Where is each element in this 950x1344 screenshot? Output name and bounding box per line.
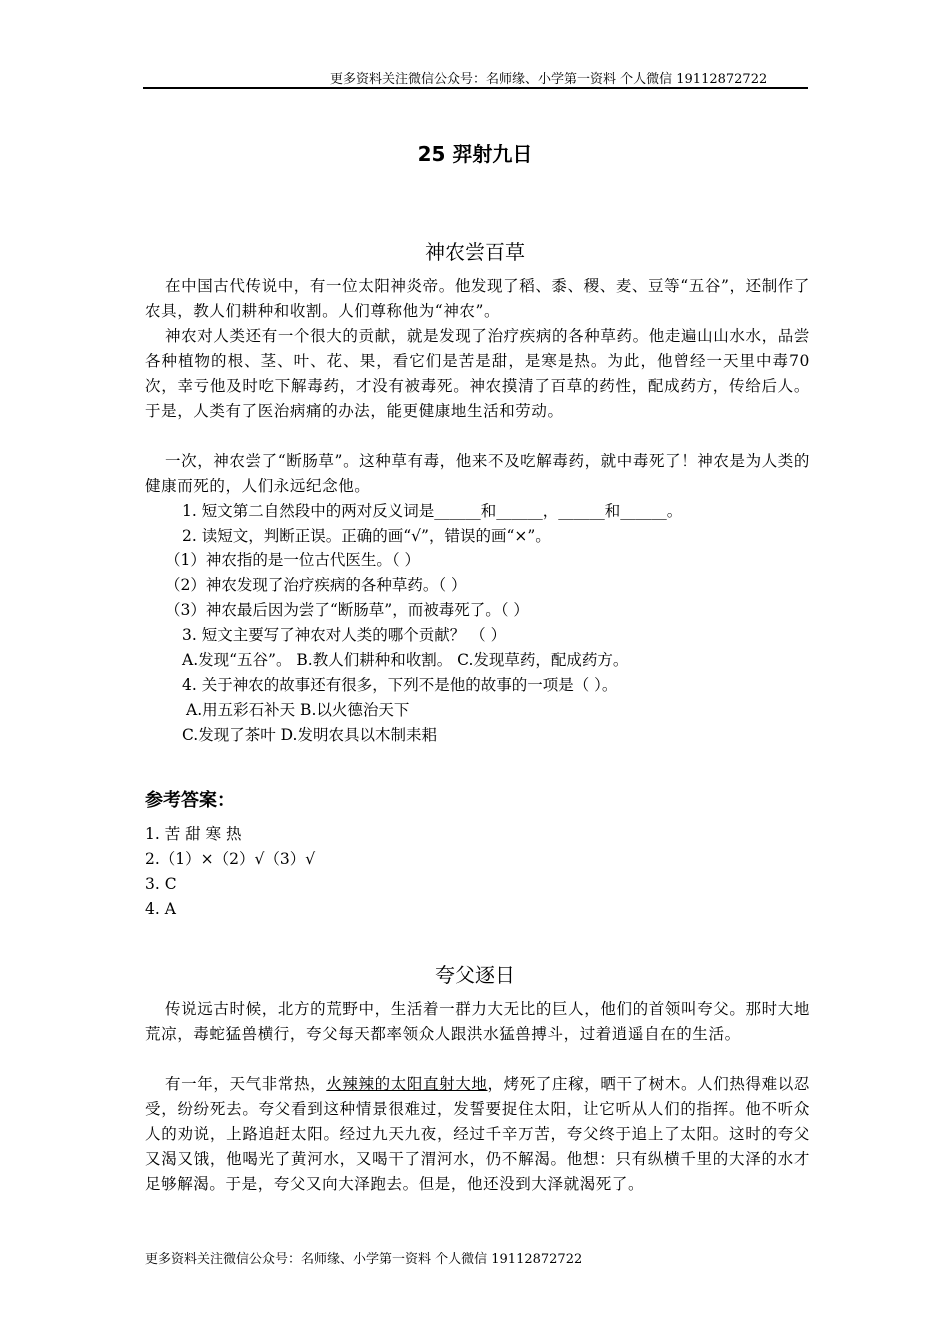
question-2-item-3: （3）神农最后因为尝了“断肠草”，而被毒死了。（ ） (165, 601, 529, 619)
section-title-shennong: 神农尝百草 (425, 240, 525, 264)
question-4: 4. 关于神农的故事还有很多，下列不是他的故事的一项是（ ）。 (182, 676, 618, 694)
answer-item: 2.（1）×（2）√（3）√ (145, 850, 316, 868)
document-title: 25 羿射九日 (417, 142, 533, 166)
section-title-kuafu: 夸父逐日 (435, 963, 515, 987)
text-run: ，烤死了庄稼，晒干了树木。人们热得难以忍受，纷纷死去。夸父看到这种情景很难过，发誓要捉住太阳，让它听从人们的指挥。他不听众人的劝说，上路追赶太阳。经过九天九夜，经过千辛万苦，夸父终于追上了太阳。这时的夸父又渴又饿，他喝光了黄河水，又喝干了渭河水，仍不解渴。他想：只有纵横千里的大泽的水才足够解渴。于是，夸父又向大泽跑去。但是，他还没到大泽就渴死了。 (145, 1075, 810, 1193)
question-2: 2. 读短文，判断正误。正确的画“√”，错误的画“×”。 (182, 527, 551, 545)
paragraph: 神农对人类还有一个很大的贡献，就是发现了治疗疾病的各种草药。他走遍山山水水，品尝各种植物的根、茎、叶、花、果，看它们是苦是甜，是寒是热。为此，他曾经一天里中毒70次，幸亏他及时吃下解毒药，才没有被毒死。神农摸清了百草的药性，配成药方，传给后人。于是，人类有了医治病痛的办法，能更健康地生活和劳动。 (145, 327, 810, 420)
answer-item: 3. C (145, 875, 177, 893)
question-2-item-1: （1）神农指的是一位古代医生。（ ） (165, 551, 421, 569)
question-4-options-cd: C.发现了茶叶 D.发明农具以木制耒耜 (182, 726, 437, 744)
question-4-options-ab: A.用五彩石补天 B.以火德治天下 (186, 701, 410, 719)
paragraph: 在中国古代传说中，有一位太阳神炎帝。他发现了稻、黍、稷、麦、豆等“五谷”，还制作了农具，教人们耕种和收割。人们尊称他为“神农”。 (145, 277, 810, 320)
page-footer: 更多资料关注微信公众号：名师缘、小学第一资料 个人微信 19112872722 (145, 1252, 583, 1267)
question-2-item-2: （2）神农发现了治疗疾病的各种草药。（ ） (165, 576, 467, 594)
question-3-options: A.发现“五谷”。 B.教人们耕种和收割。 C.发现草药，配成药方。 (182, 651, 629, 669)
question-1: 1. 短文第二自然段中的两对反义词是______和______，______和______。 (182, 502, 683, 520)
header-divider (143, 87, 808, 89)
question-3: 3. 短文主要写了神农对人类的哪个贡献？ （ ） (182, 626, 507, 644)
answer-item: 1. 苦 甜 寒 热 (145, 825, 242, 843)
paragraph: 传说远古时候，北方的荒野中，生活着一群力大无比的巨人，他们的首领叫夸父。那时大地荒凉，毒蛇猛兽横行，夸父每天都率领众人跟洪水猛兽搏斗，过着逍遥自在的生活。 (145, 1000, 810, 1043)
paragraph (145, 1072, 810, 1197)
answer-item: 4. A (145, 900, 176, 918)
underlined-phrase: 火辣辣的太阳直射大地 (326, 1075, 488, 1093)
answers-heading: 参考答案： (145, 790, 235, 811)
text-run: 有一年，天气非常热， (165, 1075, 327, 1093)
paragraph: 一次，神农尝了“断肠草”。这种草有毒，他来不及吃解毒药，就中毒死了！神农是为人类的健康而死的，人们永远纪念他。 (145, 452, 810, 495)
page-header: 更多资料关注微信公众号：名师缘、小学第一资料 个人微信 19112872722 (330, 72, 768, 87)
